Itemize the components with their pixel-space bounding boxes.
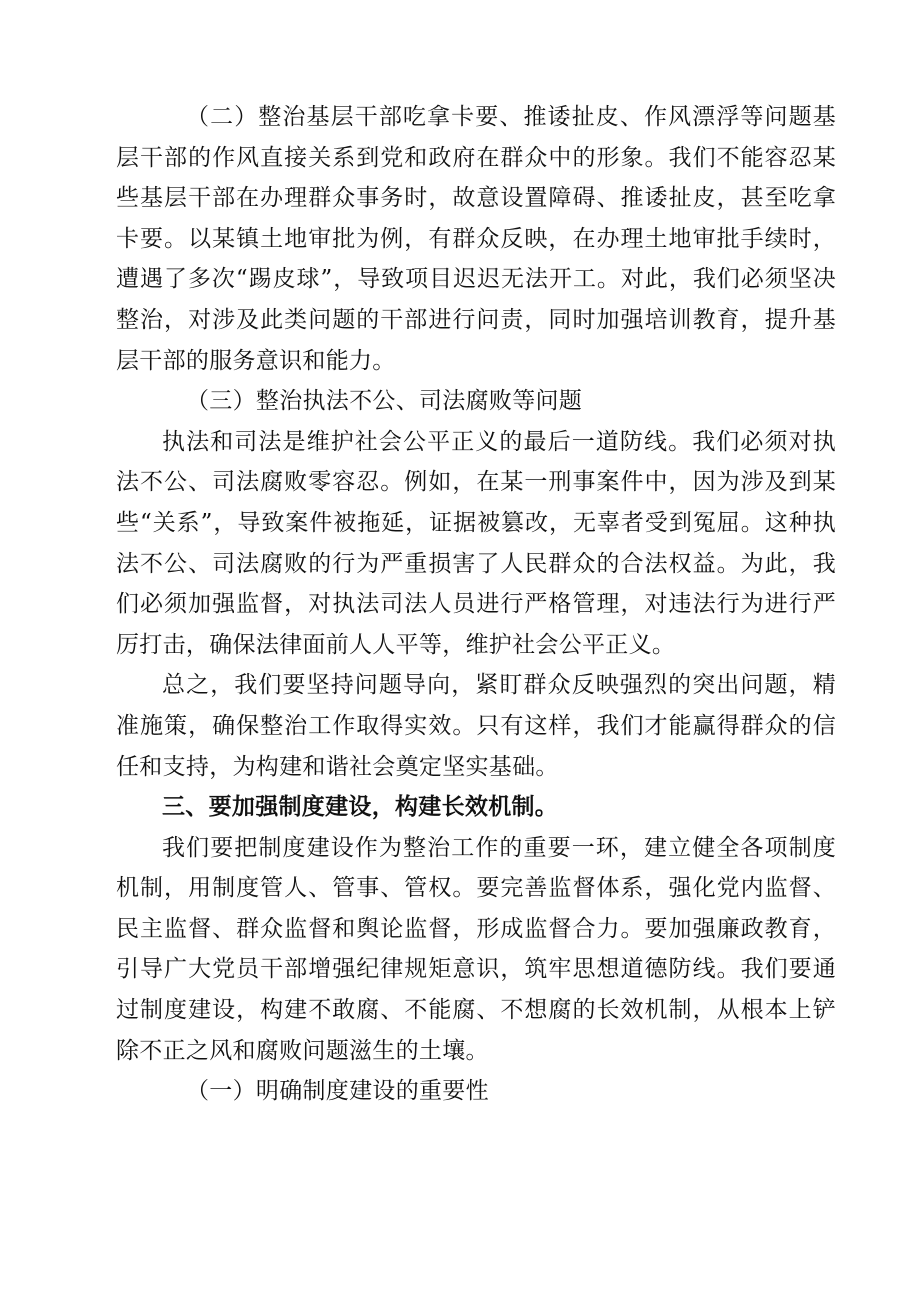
paragraph-law-enforcement: 执法和司法是维护社会公平正义的最后一道防线。我们必须对执法不公、司法腐败零容忍。例如，在某一刑事案件中，因为涉及到某些“关系”，导致案件被拖延，证据被篡改，无辜者受到冤屈。这种执法不公、司法腐败的行为严重损害了人民群众的合法权益。为此，我们必须加强监督，对执法司法人员进行严格管理，对违法行为进行严厉打击，确保法律面前人人平等，维护社会公平正义。 <box>116 428 836 658</box>
paragraph-section-2-detail: （二）整治基层干部吃拿卡要、推诿扯皮、作风漂浮等问题基层干部的作风直接关系到党和政府在群众中的形象。我们不能容忍某些基层干部在办理群众事务时，故意设置障碍、推诿扯皮，甚至吃拿卡要。以某镇土地审批为例，有群众反映，在办理土地审批手续时，遭遇了多次“踢皮球”，导致项目迟迟无法开工。对此，我们必须坚决整治，对涉及此类问题的干部进行问责，同时加强培训教育，提升基层干部的服务意识和能力。 <box>116 104 836 374</box>
paragraph-system-building: 我们要把制度建设作为整治工作的重要一环，建立健全各项制度机制，用制度管人、管事、管权。要完善监督体系，强化党内监督、民主监督、群众监督和舆论监督，形成监督合力。要加强廉政教育，引导广大党员干部增强纪律规矩意识，筑牢思想道德防线。我们要通过制度建设，构建不敢腐、不能腐、不想腐的长效机制，从根本上铲除不正之风和腐败问题滋生的土壤。 <box>116 834 836 1064</box>
document-body <box>116 97 836 1112</box>
subheading-section-1: （一）明确制度建设的重要性 <box>186 1078 489 1105</box>
paragraph-summary: 总之，我们要坚持问题导向，紧盯群众反映强烈的突出问题，精准施策，确保整治工作取得实效。只有这样，我们才能赢得群众的信任和支持，为构建和谐社会奠定坚实基础。 <box>116 672 836 780</box>
subheading-section-3: （三）整治执法不公、司法腐败等问题 <box>186 388 583 415</box>
heading-part-3: 三、要加强制度建设，构建长效机制。 <box>162 793 559 821</box>
